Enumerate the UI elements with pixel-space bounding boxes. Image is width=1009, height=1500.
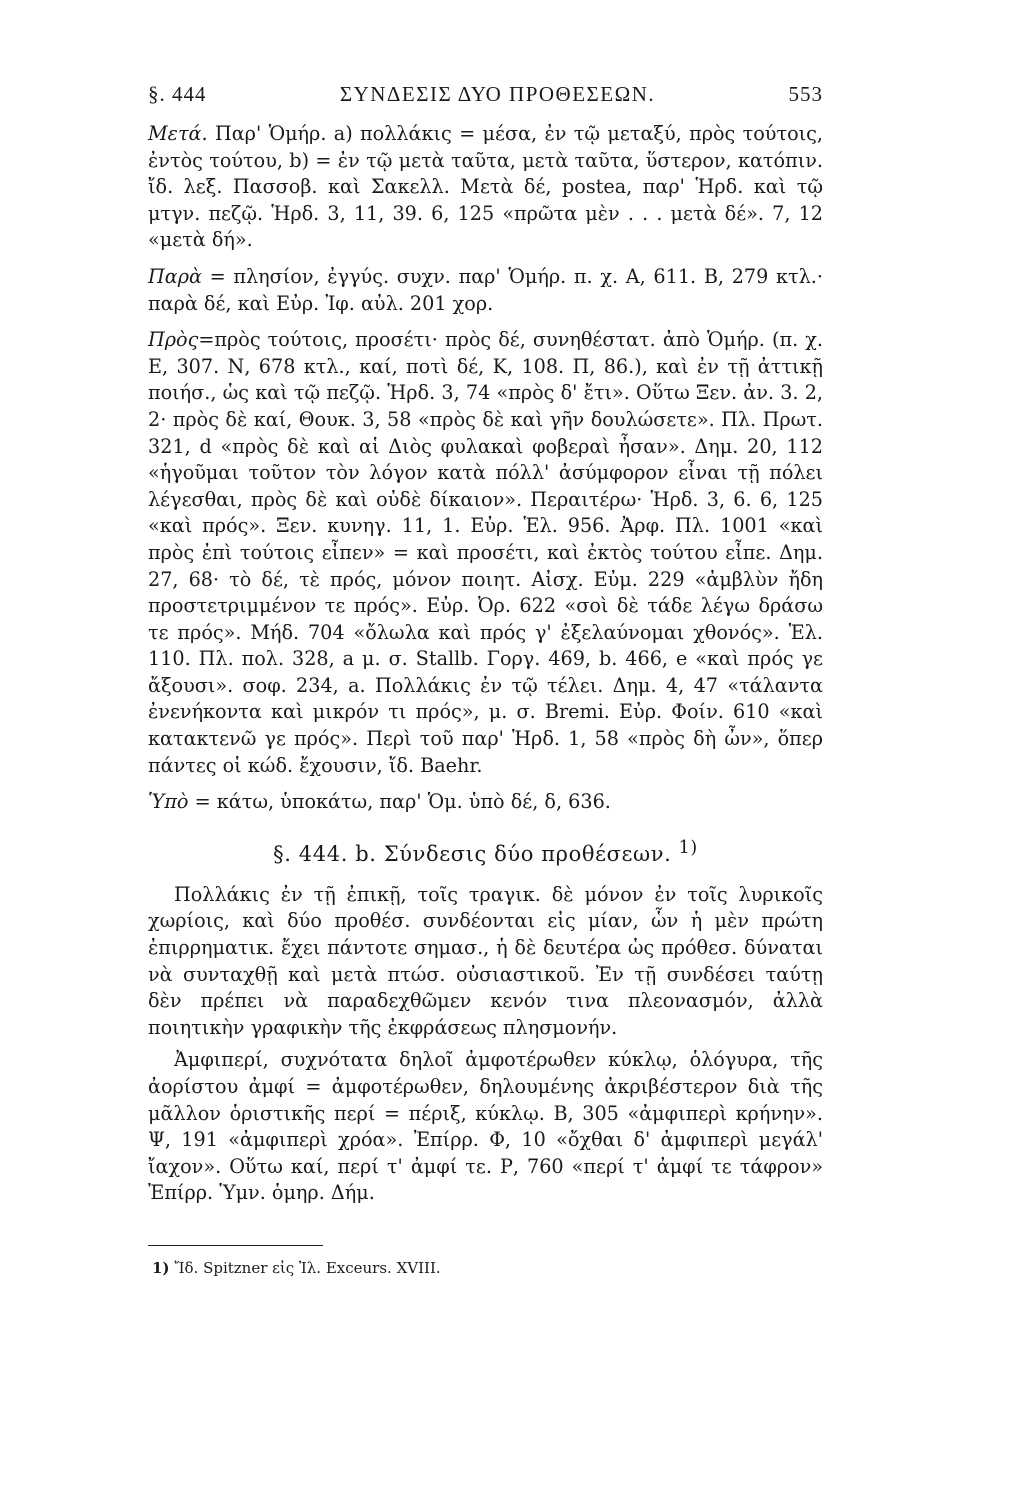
entry-text: = πλησίον, ἐγγύς. συχν. παρ' Ὁμήρ. π. χ. Α, 611. Β, 279 κτλ.· παρὰ δέ, καὶ Εὐρ. Ἰφ. αὐλ. 201 χορ. [148, 264, 823, 315]
entry-list [148, 121, 823, 816]
page [148, 82, 823, 1278]
footnote-mark: 1) [152, 1258, 170, 1277]
entry-text: =πρὸς τούτοις, προσέτι· πρὸς δέ, συνηθέστατ. ἀπὸ Ὁμήρ. (π. χ. Ε, 307. Ν, 678 κτλ., καί, ποτὶ δέ, Κ, 108. Π, 86.), καὶ ἐν τῇ ἀττικῇ ποιήσ., ὡς καὶ τῷ πεζῷ. Ἡρδ. 3, 74 «πρὸς δ' ἔτι». Οὕτω Ξεν. ἀν. 3. 2, 2· πρὸς δὲ καί, Θουκ. 3, 58 «πρὸς δὲ καὶ γῆν δουλώσετε». Πλ. Πρωτ. 321, d «πρὸς δὲ καὶ αἱ Διὸς φυλακαὶ φοβεραὶ ἦσαν». Δημ. 20, 112 «ἡγοῦμαι τοῦτον τὸν λόγον κατὰ πόλλ' ἀσύμφορον εἶναι τῇ πόλει λέγεσθαι, πρὸς δὲ καὶ οὐδὲ δίκαιον». Περαιτέρω· Ἡρδ. 3, 6. 6, 125 «καὶ πρός». Ξεν. κυνηγ. 11, 1. Εὐρ. Ἑλ. 956. Ἀρφ. Πλ. 1001 «καὶ πρὸς ἐπὶ τούτοις εἶπεν» = καὶ προσέτι, καὶ ἐκτὸς τούτου εἶπε. Δημ. 27, 68· τὸ δέ, τὲ πρός, μόνον ποιητ. Αἰσχ. Εὐμ. 229 «ἀμβλὺν ἤδη προστετριμμένον τε πρός». Εὐρ. Ὀρ. 622 «σοὶ δὲ τάδε λέγω δράσω τε πρός». Μήδ. 704 «ὄλωλα καὶ πρός γ' ἐξελαύνομαι χθονός». Ἑλ. 110. Πλ. πολ. 328, a μ. σ. Stallb. Γοργ. 469, b. 466, e «καὶ πρός γε ἄξουσι». σοφ. 234, a. Πολλάκις ἐν τῷ τέλει. Δημ. 4, 47 «τάλαντα ἐνενήκοντα καὶ μικρόν τι πρός», μ. σ. Bremi. Εὐρ. Φοίν. 610 «καὶ κατακτενῶ γε πρός». Περὶ τοῦ παρ' Ἡρδ. 1, 58 «πρὸς δὴ ὦν», ὅπερ πάντες οἱ κώδ. ἔχουσιν, ἴδ. Baehr. [148, 328, 823, 777]
entry-text: = κάτω, ὑποκάτω, παρ' Ὁμ. ὑπὸ δέ, δ, 636. [188, 790, 611, 814]
lemma: Παρὰ [148, 264, 202, 288]
page-number: 553 [788, 82, 823, 106]
section-ref: §. 444 [148, 82, 207, 106]
entry-meta [148, 121, 823, 254]
paragraph: Ἀμφιπερί, συχνότατα δηλοῖ ἀμφοτέρωθεν κύκλῳ, ὁλόγυρα, τῆς ἀορίστου ἀμφί = ἀμφοτέρωθεν, δηλουμένης ἀκριβέστερον διὰ τῆς μᾶλλον ὁριστικῆς περί = πέριξ, κύκλῳ. Β, 305 «ἀμφιπερὶ κρήνην». Ψ, 191 «ἀμφιπερὶ χρόα». Ἐπίρρ. Φ, 10 «ὄχθαι δ' ἀμφιπερὶ μεγάλ' ἴαχον». Οὕτω καί, περί τ' ἀμφί τε. Ρ, 760 «περί τ' ἀμφί τε τάφρον» Ἐπίρρ. Ὑμν. ὁμηρ. Δήμ. [148, 1048, 823, 1205]
paragraph: Πολλάκις ἐν τῇ ἐπικῇ, τοῖς τραγικ. δὲ μόνον ἐν τοῖς λυρικοῖς χωρίοις, καὶ δύο προθέσ. συνδέονται εἰς μίαν, ὧν ἡ μὲν πρώτη ἐπιρρηματικ. ἔχει πάντοτε σημασ., ἡ δὲ δευτέρα ὡς πρόθεσ. δύναται νὰ συνταχθῇ καὶ μετὰ πτώσ. οὐσιαστικοῦ. Ἐν τῇ συνδέσει ταύτῃ δὲν πρέπει νὰ παραδεχθῶμεν κενόν τινα πλεονασμόν, ἀλλὰ ποιητικὴν γραφικὴν τῆς ἐκφράσεως πλησμονήν. [148, 882, 823, 1039]
lemma: Μετά. [148, 122, 208, 145]
footnote-text: Ἴδ. Spitzner εἰς Ἰλ. Exceurs. XVIII. [169, 1258, 441, 1277]
entry-pros [148, 327, 823, 779]
section-body [148, 882, 823, 1207]
section-heading [148, 838, 823, 866]
entry-para [148, 264, 823, 317]
entry-hypo [148, 789, 823, 816]
running-head [148, 82, 823, 107]
footnote [152, 1258, 823, 1278]
footnote-reference: 1) [678, 837, 698, 858]
footnote-rule [148, 1245, 323, 1246]
section-heading-text: §. 444. b. Σύνδεσις δύο προθέσεων. [273, 841, 672, 866]
lemma: Ὑπὸ [148, 790, 189, 814]
lemma: Πρὸς [148, 328, 199, 352]
running-title: ΣΥΝΔΕΣΙΣ ΔΥΟ ΠΡΟΘΕΣΕΩΝ. [339, 82, 656, 106]
entry-text: Παρ' Ὁμήρ. a) πολλάκις = μέσα, ἐν τῷ μεταξύ, πρὸς τούτοις, ἐντὸς τούτου, b) = ἐν τῷ μετὰ ταῦτα, μετὰ ταῦτα, ὕστερον, κατόπιν. ἴδ. λεξ. Πασσοβ. καὶ Σακελλ. Μετὰ δέ, postea, παρ' Ἡρδ. καὶ τῷ μτγν. πεζῷ. Ἡρδ. 3, 11, 39. 6, 125 «πρῶτα μὲν . . . μετὰ δέ». 7, 12 «μετὰ δή». [148, 122, 823, 252]
